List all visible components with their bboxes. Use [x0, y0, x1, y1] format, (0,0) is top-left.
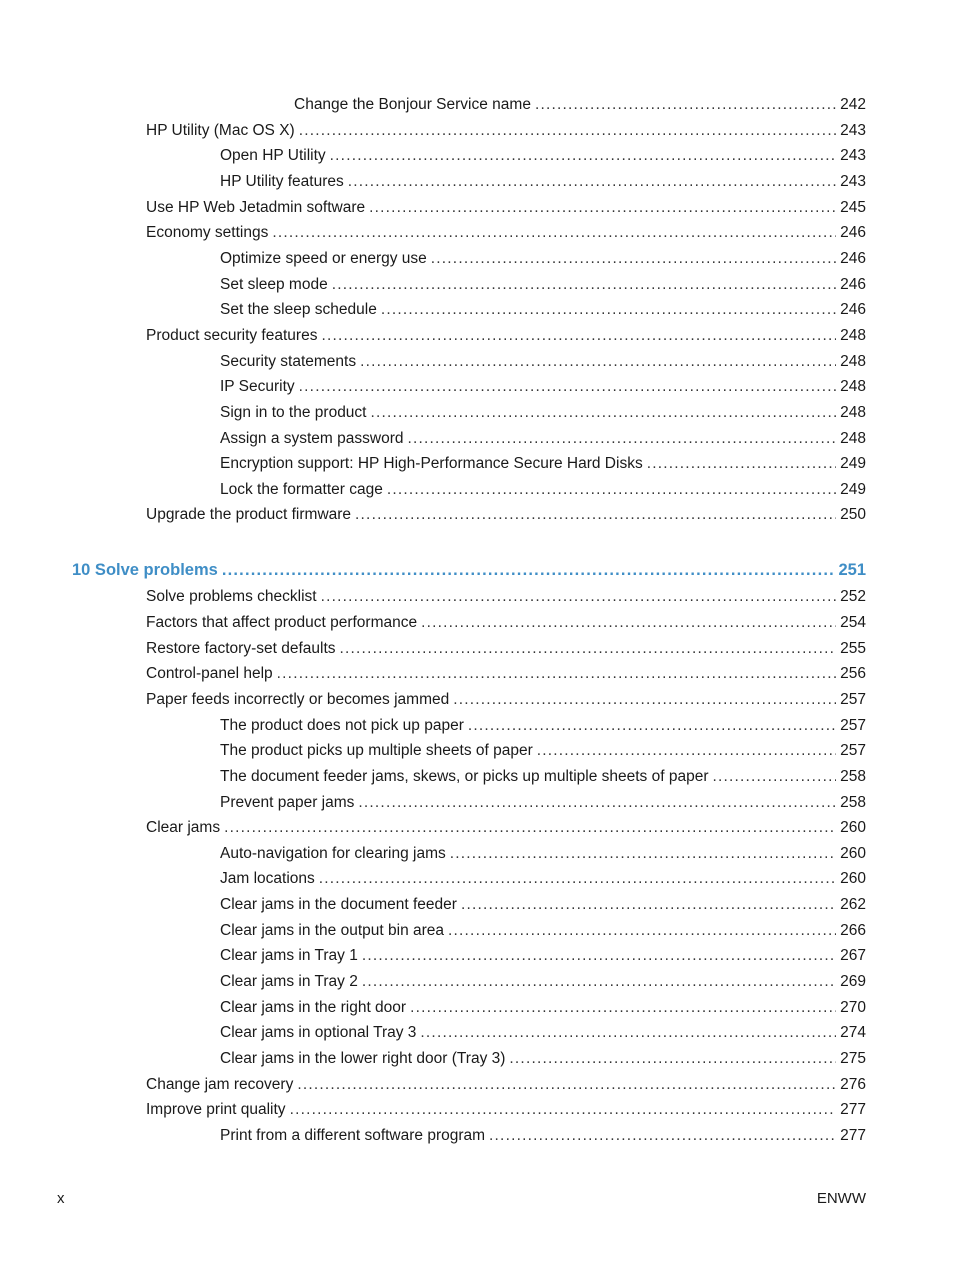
toc-entry-page: 242 — [840, 96, 866, 113]
toc-entry[interactable] — [220, 171, 866, 193]
toc-entry-title: HP Utility features — [220, 173, 344, 190]
toc-entry-title: Optimize speed or energy use — [220, 250, 427, 267]
footer-label: ENWW — [816, 1190, 866, 1207]
toc-entry-title: Clear jams in the right door — [220, 999, 407, 1016]
toc-entry-title: Clear jams in Tray 2 — [220, 973, 358, 990]
toc-entry-title: Improve print quality — [146, 1101, 286, 1118]
toc-entry-title: Jam locations — [220, 870, 315, 887]
toc-entry-title: Clear jams in the document feeder — [220, 896, 457, 913]
toc-entry-title: Clear jams in the lower right door (Tray 3) — [220, 1050, 506, 1067]
toc-entry-page: 270 — [840, 999, 866, 1016]
toc-entry[interactable] — [220, 715, 866, 737]
toc-entry-title: The product does not pick up paper — [220, 717, 464, 734]
toc-leader-dots — [647, 453, 836, 475]
toc-entry[interactable] — [146, 197, 866, 219]
toc-entry[interactable] — [220, 894, 866, 916]
toc-leader-dots — [321, 325, 836, 347]
toc-entry-title: Sign in to the product — [220, 404, 367, 421]
toc-entry[interactable] — [220, 920, 866, 942]
toc-entry-page: 245 — [840, 199, 866, 216]
toc-entry[interactable] — [220, 843, 866, 865]
toc-leader-dots — [277, 663, 836, 685]
toc-entry-title: Restore factory-set defaults — [146, 640, 336, 657]
toc-entry-title: Clear jams in the output bin area — [220, 922, 445, 939]
toc-entry[interactable] — [220, 971, 866, 993]
toc-leader-dots — [319, 868, 836, 890]
toc-entry-page: 248 — [840, 378, 866, 395]
toc-entry-title: The product picks up multiple sheets of paper — [220, 742, 533, 759]
toc-leader-dots — [387, 479, 836, 501]
toc-entry-title: Set sleep mode — [220, 276, 328, 293]
toc-leader-dots — [453, 689, 836, 711]
toc-entry-title: IP Security — [220, 378, 295, 395]
toc-entry[interactable] — [220, 997, 866, 1019]
toc-leader-dots — [537, 740, 836, 762]
toc-entry[interactable] — [220, 248, 866, 270]
toc-entry-title: Change jam recovery — [146, 1076, 294, 1093]
toc-entry[interactable] — [220, 351, 866, 373]
toc-entry-page: 267 — [840, 947, 866, 964]
toc-entry[interactable] — [220, 453, 866, 475]
toc-entry-title: Encryption support: HP High-Performance Secure Hard Disks — [220, 455, 643, 472]
toc-leader-dots — [297, 1074, 836, 1096]
toc-entry[interactable] — [220, 868, 866, 890]
toc-entry-page: 248 — [840, 327, 866, 344]
toc-leader-dots — [431, 248, 836, 270]
toc-leader-dots — [332, 274, 836, 296]
toc-entry-title: Clear jams — [146, 819, 221, 836]
toc-entry-page: 275 — [840, 1050, 866, 1067]
toc-leader-dots — [369, 197, 836, 219]
toc-entry[interactable] — [220, 945, 866, 967]
toc-leader-dots — [222, 559, 835, 581]
toc-entry-page: 251 — [838, 561, 866, 579]
toc-entry-page: 257 — [840, 691, 866, 708]
toc-entry-title: Clear jams in Tray 1 — [220, 947, 358, 964]
toc-leader-dots — [371, 402, 837, 424]
toc-entry[interactable] — [146, 612, 866, 634]
toc-entry[interactable] — [146, 325, 866, 347]
toc-entry-title: Control-panel help — [146, 665, 273, 682]
toc-entry-page: 254 — [840, 614, 866, 631]
toc-entry-title: Print from a different software program — [220, 1127, 486, 1144]
toc-leader-dots — [224, 817, 836, 839]
toc-leader-dots — [713, 766, 837, 788]
toc-entry-page: 248 — [840, 404, 866, 421]
toc-entry-title: Use HP Web Jetadmin software — [146, 199, 366, 216]
toc-entry-title: HP Utility (Mac OS X) — [146, 122, 295, 139]
toc-entry-page: 252 — [840, 588, 866, 605]
toc-entry-page: 260 — [840, 870, 866, 887]
toc-entry-page: 255 — [840, 640, 866, 657]
toc-entry-page: 257 — [840, 717, 866, 734]
toc-entry[interactable] — [220, 402, 866, 424]
toc-entry-title: Factors that affect product performance — [146, 614, 418, 631]
toc-entry-page: 277 — [840, 1101, 866, 1118]
toc-entry[interactable] — [294, 94, 866, 116]
toc-entry-title: The document feeder jams, skews, or picks up multiple sheets of paper — [220, 768, 709, 785]
toc-entry[interactable] — [146, 638, 866, 660]
toc-entry[interactable] — [220, 274, 866, 296]
toc-leader-dots — [299, 120, 836, 142]
toc-entry[interactable] — [220, 1022, 866, 1044]
toc-entry[interactable] — [146, 1074, 866, 1096]
toc-entry-page: 260 — [840, 845, 866, 862]
toc-leader-dots — [299, 376, 836, 398]
toc-entry[interactable] — [220, 299, 866, 321]
toc-entry-title: Lock the formatter cage — [220, 481, 383, 498]
toc-leader-dots — [448, 920, 836, 942]
toc-leader-dots — [362, 971, 836, 993]
toc-entry-title: Auto-navigation for clearing jams — [220, 845, 446, 862]
toc-entry-page: 243 — [840, 147, 866, 164]
toc-entry-title: Upgrade the product firmware — [146, 506, 352, 523]
toc-entry-page: 276 — [840, 1076, 866, 1093]
toc-entry[interactable] — [146, 1099, 866, 1121]
toc-entry-page: 257 — [840, 742, 866, 759]
toc-leader-dots — [362, 945, 836, 967]
toc-entry-page: 260 — [840, 819, 866, 836]
toc-leader-dots — [321, 586, 837, 608]
toc-entry-page: 258 — [840, 768, 866, 785]
toc-leader-dots — [330, 145, 836, 167]
toc-entry[interactable] — [146, 689, 866, 711]
toc-leader-dots — [450, 843, 836, 865]
toc-leader-dots — [421, 612, 836, 634]
toc-entry-title: Prevent paper jams — [220, 794, 355, 811]
toc-leader-dots — [509, 1048, 836, 1070]
toc-entry[interactable] — [146, 663, 866, 685]
toc-leader-dots — [358, 792, 836, 814]
toc-entry[interactable] — [220, 792, 866, 814]
toc-leader-dots — [489, 1125, 836, 1147]
toc-entry-page: 246 — [840, 276, 866, 293]
toc-chapter-entry[interactable] — [72, 559, 866, 581]
toc-leader-dots — [420, 1022, 836, 1044]
toc-entry-title: 10 Solve problems — [72, 561, 218, 579]
page-number: x — [57, 1190, 65, 1207]
toc-entry[interactable] — [220, 428, 866, 450]
toc-entry-page: 246 — [840, 250, 866, 267]
toc-entry-page: 248 — [840, 430, 866, 447]
toc-entry[interactable] — [146, 817, 866, 839]
toc-entry[interactable] — [146, 586, 866, 608]
toc-entry[interactable] — [220, 766, 866, 788]
toc-entry-page: 256 — [840, 665, 866, 682]
toc-entry-page: 243 — [840, 173, 866, 190]
toc-entry-page: 266 — [840, 922, 866, 939]
toc-leader-dots — [348, 171, 836, 193]
toc-entry[interactable] — [220, 479, 866, 501]
toc-leader-dots — [340, 638, 837, 660]
toc-entry-title: Economy settings — [146, 224, 269, 241]
toc-entry-title: Paper feeds incorrectly or becomes jammed — [146, 691, 450, 708]
toc-leader-dots — [468, 715, 836, 737]
toc-entry-page: 262 — [840, 896, 866, 913]
toc-entry[interactable] — [146, 504, 866, 526]
toc-entry-page: 269 — [840, 973, 866, 990]
toc-entry-title: Product security features — [146, 327, 318, 344]
toc-leader-dots — [381, 299, 836, 321]
toc-entry-page: 277 — [840, 1127, 866, 1144]
toc-entry[interactable] — [146, 120, 866, 142]
toc-entry-title: Clear jams in optional Tray 3 — [220, 1024, 417, 1041]
toc-entry-page: 249 — [840, 455, 866, 472]
toc-leader-dots — [535, 94, 836, 116]
toc-entry[interactable] — [220, 145, 866, 167]
toc-entry-title: Open HP Utility — [220, 147, 326, 164]
toc-entry[interactable] — [220, 1125, 866, 1147]
toc-entry[interactable] — [220, 376, 866, 398]
toc-entry[interactable] — [146, 222, 866, 244]
toc-leader-dots — [272, 222, 836, 244]
toc-entry-title: Security statements — [220, 353, 357, 370]
toc-leader-dots — [355, 504, 836, 526]
toc-entry[interactable] — [220, 1048, 866, 1070]
toc-entry-page: 243 — [840, 122, 866, 139]
toc-leader-dots — [290, 1099, 837, 1121]
toc-entry-page: 274 — [840, 1024, 866, 1041]
toc-entry[interactable] — [220, 740, 866, 762]
toc-entry-page: 258 — [840, 794, 866, 811]
toc-entry-title: Change the Bonjour Service name — [294, 96, 531, 113]
toc-leader-dots — [410, 997, 836, 1019]
toc-entry-page: 249 — [840, 481, 866, 498]
toc-entry-page: 246 — [840, 301, 866, 318]
toc-leader-dots — [408, 428, 837, 450]
toc-leader-dots — [360, 351, 836, 373]
toc-entry-title: Assign a system password — [220, 430, 404, 447]
toc-entry-page: 250 — [840, 506, 866, 523]
toc-entry-page: 248 — [840, 353, 866, 370]
toc-entry-title: Set the sleep schedule — [220, 301, 377, 318]
toc-entry-page: 246 — [840, 224, 866, 241]
toc-entry-title: Solve problems checklist — [146, 588, 317, 605]
toc-leader-dots — [461, 894, 836, 916]
